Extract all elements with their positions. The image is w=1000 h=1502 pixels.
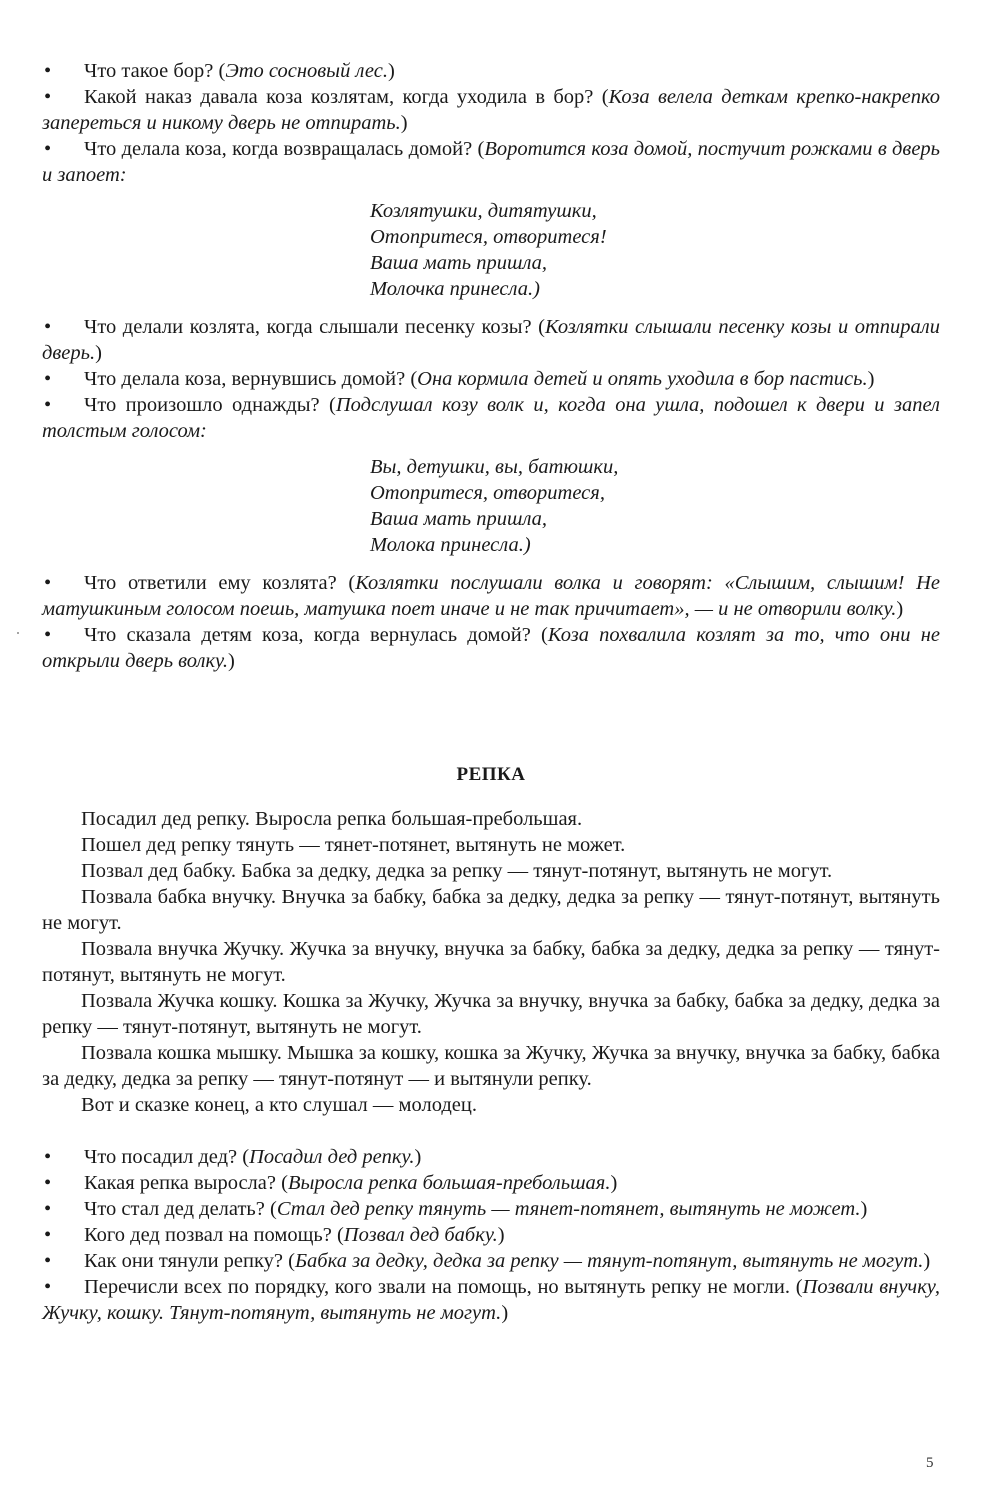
question-text: Какой наказ давала коза козлятам, когда уходила в бор? (	[84, 86, 609, 108]
question-text: Перечисли всех по порядку, кого звали на помощь, но вытянуть репку не могли. (	[84, 1276, 803, 1298]
story-text	[42, 806, 940, 1118]
closing-paren: )	[228, 650, 235, 672]
bullet-icon: •	[44, 60, 52, 82]
question-item	[42, 622, 940, 674]
bullet-icon: •	[44, 624, 52, 646]
question-text: Что посадил дед? (	[84, 1146, 250, 1168]
question-item	[42, 58, 940, 84]
story-paragraph: Позвала Жучка кошку. Кошка за Жучку, Жучка за внучку, внучка за бабку, бабка за дедку, дедка за репку — тянут-потянут, вытянуть не могут.	[42, 990, 940, 1038]
answer-text: Бабка за дедку, дедка за репку — тянут-потянут, вытянуть не могут.	[294, 1250, 924, 1272]
bullet-icon: •	[44, 1146, 52, 1168]
story-paragraph: Посадил дед репку. Выросла репка большая-пребольшая.	[81, 808, 583, 830]
question-text: Что такое бор? (	[84, 60, 226, 82]
answer-text: Коза похвалила козлят за то, что они не открыли дверь волку.	[42, 624, 940, 672]
question-text: Как они тянули репку? (	[84, 1250, 295, 1272]
answer-text: Стал дед репку тянуть — тянет-потянет, вытянуть не может.	[276, 1198, 861, 1220]
closing-paren: )	[95, 342, 102, 364]
question-item	[42, 1170, 940, 1196]
question-text: Что сказала детям коза, когда вернулась домой? (	[84, 624, 548, 646]
answer-text: Посадил дед репку.	[249, 1146, 415, 1168]
verse-wolf-song	[370, 454, 940, 558]
story-title: РЕПКА	[456, 764, 526, 785]
answer-text: Коза велела деткам крепко-накрепко запереться и никому дверь не отпирать.	[42, 86, 940, 134]
story-paragraph: Пошел дед репку тянуть — тянет-потянет, вытянуть не может.	[81, 834, 626, 856]
verse-line: Козлятушки, дитятушки,	[370, 200, 597, 222]
question-item	[42, 314, 940, 366]
closing-paren: )	[610, 1172, 618, 1194]
answer-text: Позвали внучку, Жучку, кошку. Тянут-потянут, вытянуть не могут.	[42, 1276, 940, 1324]
bullet-icon: •	[44, 572, 52, 594]
story-paragraph: Позвала кошка мышку. Мышка за кошку, кошка за Жучку, Жучка за внучку, внучка за бабку, бабка за дедку, дедка за репку — тянут-потянут — и вытянули репку.	[42, 1042, 940, 1090]
answer-text: Она кормила детей и опять уходила в бор пастись.	[417, 368, 868, 390]
question-text: Что ответили ему козлята? (	[84, 572, 356, 594]
question-text: Какая репка выросла? (	[84, 1172, 288, 1194]
closing-paren: )	[400, 112, 408, 134]
page-content	[42, 58, 940, 1326]
question-item	[42, 1248, 940, 1274]
question-list-1b	[42, 314, 940, 444]
closing-paren: )	[867, 368, 875, 390]
question-list-1a	[42, 58, 940, 188]
question-item	[42, 1222, 940, 1248]
scan-speck	[17, 632, 19, 634]
bullet-icon: •	[44, 1276, 52, 1298]
question-item	[42, 1274, 940, 1326]
question-text: Что произошло однажды? (	[84, 394, 336, 416]
closing-paren: )	[414, 1146, 422, 1168]
closing-paren: )	[896, 598, 904, 620]
verse-line: Ваша мать пришла,	[370, 252, 548, 274]
answer-text: Позвал дед бабку.	[343, 1224, 498, 1246]
answer-text: Козлятки послушали волка и говорят: «Слышим, слышим! Не матушкиным голосом поешь, матушка поет иначе и не так причитает», — и не отворили волку.	[42, 572, 940, 620]
question-item	[42, 84, 940, 136]
question-item	[42, 1196, 940, 1222]
closing-paren: )	[497, 1224, 505, 1246]
question-list-2	[42, 1144, 940, 1326]
verse-line: Ваша мать пришла,	[370, 508, 548, 530]
question-list-1c	[42, 570, 940, 674]
question-item	[42, 366, 940, 392]
answer-text: Это сосновый лес.	[225, 60, 388, 82]
question-item	[42, 570, 940, 622]
question-text: Что стал дед делать? (	[84, 1198, 277, 1220]
question-text: Что делала коза, вернувшись домой? (	[84, 368, 418, 390]
bullet-icon: •	[44, 1250, 52, 1272]
verse-goat-song	[370, 198, 940, 302]
question-item	[42, 392, 940, 444]
page-number: 5	[926, 1455, 934, 1471]
bullet-icon: •	[44, 368, 52, 390]
story-paragraph: Позвал дед бабку. Бабка за дедку, дедка за репку — тянут-потянут, вытянуть не могут.	[81, 860, 833, 882]
question-text: Что делала коза, когда возвращалась домой? (	[84, 138, 485, 160]
question-text: Что делали козлята, когда слышали песенку козы? (	[84, 316, 545, 338]
story-paragraph: Позвала внучка Жучку. Жучка за внучку, внучка за бабку, бабка за дедку, дедка за репку — тянут-потянут, вытянуть не могут.	[42, 938, 940, 986]
answer-text: Подслушал козу волк и, когда она ушла, подошел к двери и запел толстым голосом:	[42, 394, 940, 442]
verse-line: Молочка принесла.)	[370, 278, 540, 300]
question-item	[42, 136, 940, 188]
verse-line: Вы, детушки, вы, батюшки,	[370, 456, 619, 478]
answer-text: Козлятки слышали песенку козы и отпирали дверь.	[42, 316, 940, 364]
story-paragraph: Позвала бабка внучку. Внучка за бабку, бабка за дедку, дедка за репку — тянут-потянут, вытянуть не могут.	[42, 886, 940, 934]
closing-paren: )	[860, 1198, 868, 1220]
bullet-icon: •	[44, 86, 52, 108]
question-text: Кого дед позвал на помощь? (	[84, 1224, 344, 1246]
bullet-icon: •	[44, 1224, 52, 1246]
answer-text: Выросла репка большая-пребольшая.	[287, 1172, 611, 1194]
story-paragraph: Вот и сказке конец, а кто слушал — молодец.	[81, 1094, 477, 1116]
bullet-icon: •	[44, 138, 52, 160]
verse-line: Отопритеся, отворитеся,	[370, 482, 605, 504]
closing-paren: )	[387, 60, 395, 82]
closing-paren: )	[923, 1250, 931, 1272]
bullet-icon: •	[44, 1198, 52, 1220]
spacer	[42, 1118, 940, 1144]
question-item	[42, 1144, 940, 1170]
verse-line: Молока принесла.)	[370, 534, 531, 556]
closing-paren: )	[501, 1302, 509, 1324]
bullet-icon: •	[44, 316, 52, 338]
bullet-icon: •	[44, 394, 52, 416]
bullet-icon: •	[44, 1172, 52, 1194]
answer-text: Воротится коза домой, постучит рожками в дверь и запоет:	[42, 138, 941, 186]
verse-line: Отопритеся, отворитеся!	[370, 226, 607, 248]
